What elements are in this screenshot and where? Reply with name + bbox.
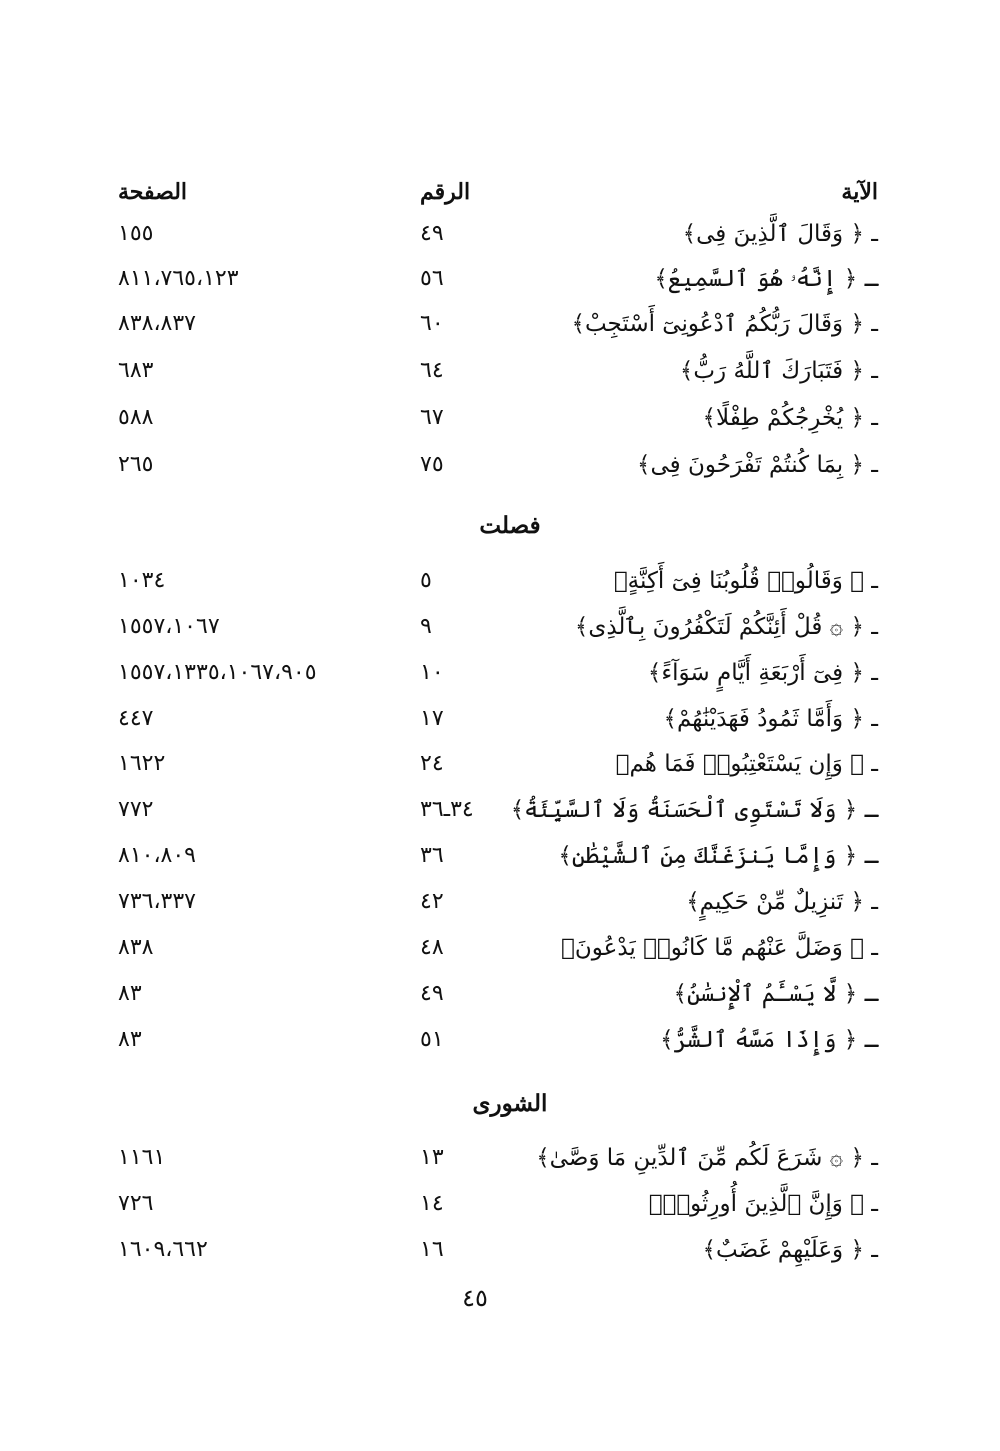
table-row [0,788,1000,832]
verse-text: ـ ﴿ فَتَبَارَكَ ٱللَّهُ رَبُّ﴾ [679,358,878,384]
page-number-text: ٤٥ [462,1284,488,1312]
table-row [0,742,1000,786]
table-row [0,972,1000,1016]
verse-text: ـ ﴿ وَقَالَ رَبُّكُمُ ٱدْعُونِىٓ أَسْتَجِبْ﴾ [571,311,878,337]
page-refs: ١٥٥٧،١٠٦٧ [118,614,220,639]
table-row [0,1136,1000,1180]
page-number [0,1284,1000,1312]
page-refs: ١٦٢٢ [118,751,166,776]
verse-number: ٢٤ [420,751,444,776]
page-refs: ٧٧٢ [118,797,154,822]
verse-number: ١٠ [420,660,444,685]
table-row [0,1182,1000,1226]
verse-text: ـ ﴿ وَقَالَ ٱلَّذِينَ فِى﴾ [682,221,878,247]
table-row [0,349,1000,393]
table-row [0,212,1000,256]
table-row [0,880,1000,924]
verse-number: ٦٤ [420,358,444,383]
table-row [0,697,1000,741]
verse-number: ١٦ [420,1237,444,1262]
header-verse: الآية [841,179,878,205]
section-title-text: فصلت [479,512,541,539]
verse-text: ـ ﴿ فِىٓ أَرْبَعَةِ أَيَّامٍ سَوَآءً﴾ [647,660,878,686]
page-refs: ١٥٥٧،١٣٣٥،١٠٦٧،٩٠٥ [118,660,317,685]
verse-number: ٦٠ [420,311,444,336]
verse-text: ـ ﴿ بِمَا كُنتُمْ تَفْرَحُونَ فِى﴾ [637,452,878,478]
page-refs: ٦٨٣ [118,358,154,383]
page-refs: ٤٤٧ [118,706,154,731]
page-refs: ١٦٠٩،٦٦٢ [118,1237,208,1262]
verse-text: ـ ﴿ ۞ شَرَعَ لَكُم مِّنَ ٱلدِّينِ مَا وَصَّىٰ﴾ [536,1145,878,1171]
verse-number: ٥٦ [420,266,444,291]
table-row [0,396,1000,440]
section-title-shura [0,1090,1000,1117]
verse-text: ـ ﴿ وَقَالُوا۟ قُلُوبُنَا فِىٓ أَكِنَّةٍ﴾ [613,568,878,594]
page-refs: ٨١٠،٨٠٩ [118,843,196,868]
verse-number: ٦٧ [420,405,444,430]
table-row [0,834,1000,878]
table-row [0,605,1000,649]
verse-text: ـ ﴿ وَلَا تَسْتَوِى ٱلْحَسَنَةُ وَلَا ٱلسَّيِّئَةُ﴾ [510,797,878,823]
table-row [0,926,1000,970]
section-title-text: الشورى [472,1090,548,1117]
page-refs: ٨١١،٧٦٥،١٢٣ [118,266,239,291]
verse-text: ـ ﴿ إِنَّهُۥ هُوَ ٱلسَّمِيعُ﴾ [654,266,878,292]
table-row [0,559,1000,603]
verse-number: ٥ [420,568,432,593]
page-refs: ٧٣٦،٣٣٧ [118,889,196,914]
table-row [0,443,1000,487]
verse-number: ٤٢ [420,889,444,914]
verse-number: ٩ [420,614,432,639]
verse-number: ٥١ [420,1027,444,1052]
verse-text: ـ ﴿ ۞ قُلْ أَئِنَّكُمْ لَتَكْفُرُونَ بِٱلَّذِى﴾ [574,614,878,640]
header-number: الرقم [420,179,471,205]
page-refs: ١٠٣٤ [118,568,166,593]
verse-number: ٣٤ـ٣٦ [420,797,474,822]
verse-text: ـ ﴿ وَإِن يَسْتَعْتِبُوا۟ فَمَا هُم﴾ [615,751,878,777]
page-refs: ٧٢٦ [118,1191,154,1216]
verse-text: ـ ﴿ وَأَمَّا ثَمُودُ فَهَدَيْنَٰهُمْ﴾ [663,706,878,732]
verse-number: ٤٩ [420,981,444,1006]
verse-number: ٧٥ [420,452,444,477]
verse-text: ـ ﴿ وَعَلَيْهِمْ غَضَبٌ﴾ [702,1237,878,1263]
page-refs: ٨٣٨ [118,935,154,960]
page-refs: ١٥٥ [118,221,154,246]
verse-text: ـ ﴿ وَإِنَّ ٱلَّذِينَ أُورِثُوا۟﴾ [648,1191,878,1217]
verse-text: ـ ﴿ يُخْرِجُكُمْ طِفْلًا﴾ [702,405,878,431]
verse-number: ٣٦ [420,843,444,868]
table-row [0,1228,1000,1272]
page-refs: ٨٣٨،٨٣٧ [118,311,196,336]
verse-number: ١٤ [420,1191,444,1216]
verse-number: ٤٨ [420,935,444,960]
page-refs: ٨٣ [118,981,142,1006]
verse-number: ٤٩ [420,221,444,246]
section-title-fussilat [0,512,1000,539]
page-refs: ٥٨٨ [118,405,154,430]
table-row [0,302,1000,346]
page-refs: ٢٦٥ [118,452,154,477]
table-header [0,170,1000,214]
table-row [0,651,1000,695]
table-row [0,257,1000,301]
verse-number: ١٧ [420,706,444,731]
table-row [0,1018,1000,1062]
page-refs: ١١٦١ [118,1145,166,1170]
page-refs: ٨٣ [118,1027,142,1052]
verse-number: ١٣ [420,1145,444,1170]
verse-text: ـ ﴿ وَإِمَّا يَنزَغَنَّكَ مِنَ ٱلشَّيْطَٰنِ﴾ [558,843,878,869]
verse-text: ـ ﴿ وَإِذَا مَسَّهُ ٱلشَّرُّ﴾ [660,1027,878,1053]
header-page: الصفحة [118,179,188,205]
verse-text: ـ ﴿ لَّا يَسْـَٔمُ ٱلْإِنسَٰنُ﴾ [673,981,878,1007]
verse-text: ـ ﴿ تَنزِيلٌ مِّنْ حَكِيمٍ﴾ [686,889,878,915]
verse-text: ـ ﴿ وَضَلَّ عَنْهُم مَّا كَانُوا۟ يَدْعُونَ﴾ [561,935,878,961]
